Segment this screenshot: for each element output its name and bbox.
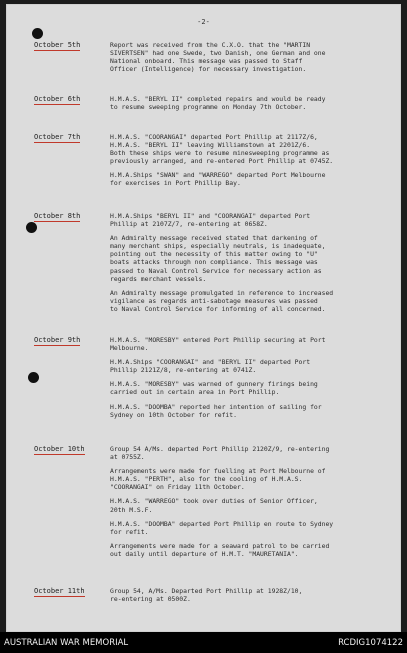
entry-date: October 11th bbox=[34, 587, 85, 595]
entry-paragraph: H.M.A.S. "WARREGO" took over duties of Senior Officer, 20th M.S.F. bbox=[110, 497, 318, 514]
document-page bbox=[6, 4, 401, 632]
punch-hole-top bbox=[32, 28, 43, 39]
entry-date: October 6th bbox=[34, 95, 81, 103]
entry-paragraph: Report was received from the C.X.O. that the "MARTIN SIVERTSEN" had one Swede, two Danish, one German and one National onboard. This message was passed to Staff Officer (Intelligence) for necessary investigation. bbox=[110, 41, 326, 74]
entry-paragraph: H.M.A.S. "COORANGAI" departed Port Phillip at 2117Z/6, H.M.A.S. "BERYL II" leaving Williamstown at 2201Z/6. Both these ships were to resume minesweeping programme as previously arranged, and re-entered Port Phillip at 0745Z. bbox=[110, 133, 334, 166]
entry-paragraph: An Admiralty message received stated that darkening of many merchant ships, especially neutrals, is inadequate, pointing out the necessity of this matter owing to "U" boats attacks through non compliance. This message was passed to Naval Control Service for necessary action as regards merchant vessels. bbox=[110, 234, 326, 283]
archive-footer bbox=[0, 632, 407, 653]
entry-date: October 7th bbox=[34, 133, 81, 141]
entry-paragraph: Group 54, A/Ms. Departed Port Phillip at 1928Z/10, re-entering at 0500Z. bbox=[110, 587, 303, 604]
entry-paragraph: H.M.A.S. "MORESBY" entered Port Phillip securing at Port Melbourne. bbox=[110, 336, 326, 353]
entry-paragraph: H.M.A.S. "BERYL II" completed repairs and would be ready to resume sweeping programme on Monday 7th October. bbox=[110, 95, 326, 112]
entry-paragraph: H.M.A.Ships "SWAN" and "WARREGO" departed Port Melbourne for exercises in Port Phillip Bay. bbox=[110, 171, 326, 188]
entry-date: October 5th bbox=[34, 41, 81, 49]
punch-hole-middle bbox=[26, 222, 37, 233]
entry-paragraph: H.M.A.Ships "COORANGAI" and "BERYL II" departed Port Phillip 2121Z/8, re-entering at 0741Z. bbox=[110, 358, 311, 375]
entry-paragraph: H.M.A.S. "DOOMBA" reported her intention of sailing for Sydney on 10th October for refit. bbox=[110, 402, 322, 419]
archive-name: AUSTRALIAN WAR MEMORIAL bbox=[4, 638, 129, 648]
entry-paragraph: H.M.A.Ships "BERYL II" and "COORANGAI" departed Port Phillip at 2107Z/7, re-entering at 0658Z. bbox=[110, 212, 311, 229]
entry-paragraph: H.M.A.S. "DOOMBA" departed Port Phillip en route to Sydney for refit. bbox=[110, 519, 334, 536]
entry-paragraph: H.M.A.S. "MORESBY" was warned of gunnery firings being carried out in certain area in Port Phillip. bbox=[110, 380, 318, 397]
entry-paragraph: Arrangements were made for fuelling at Port Melbourne of H.M.A.S. "PERTH", also for the cooling of H.M.A.S. "COORANGAI" on Friday 11th October. bbox=[110, 467, 326, 492]
entry-date: October 8th bbox=[34, 212, 81, 220]
punch-hole-lower bbox=[28, 372, 39, 383]
entry-date: October 9th bbox=[34, 336, 81, 344]
entry-paragraph: Arrangements were made for a seaward patrol to be carried out daily until departure of H.M.T. "MAURETANIA". bbox=[110, 541, 330, 558]
record-id: RCDIG1074122 bbox=[338, 638, 403, 648]
page-number: -2- bbox=[197, 18, 210, 26]
entry-paragraph: Group 54 A/Ms. departed Port Phillip 2120Z/9, re-entering at 0755Z. bbox=[110, 445, 330, 462]
entry-date: October 10th bbox=[34, 445, 85, 453]
entry-paragraph: An Admiralty message promulgated in reference to increased vigilance as regards anti-sabotage measures was passed to Naval Control Service for informing of all concerned. bbox=[110, 288, 334, 313]
